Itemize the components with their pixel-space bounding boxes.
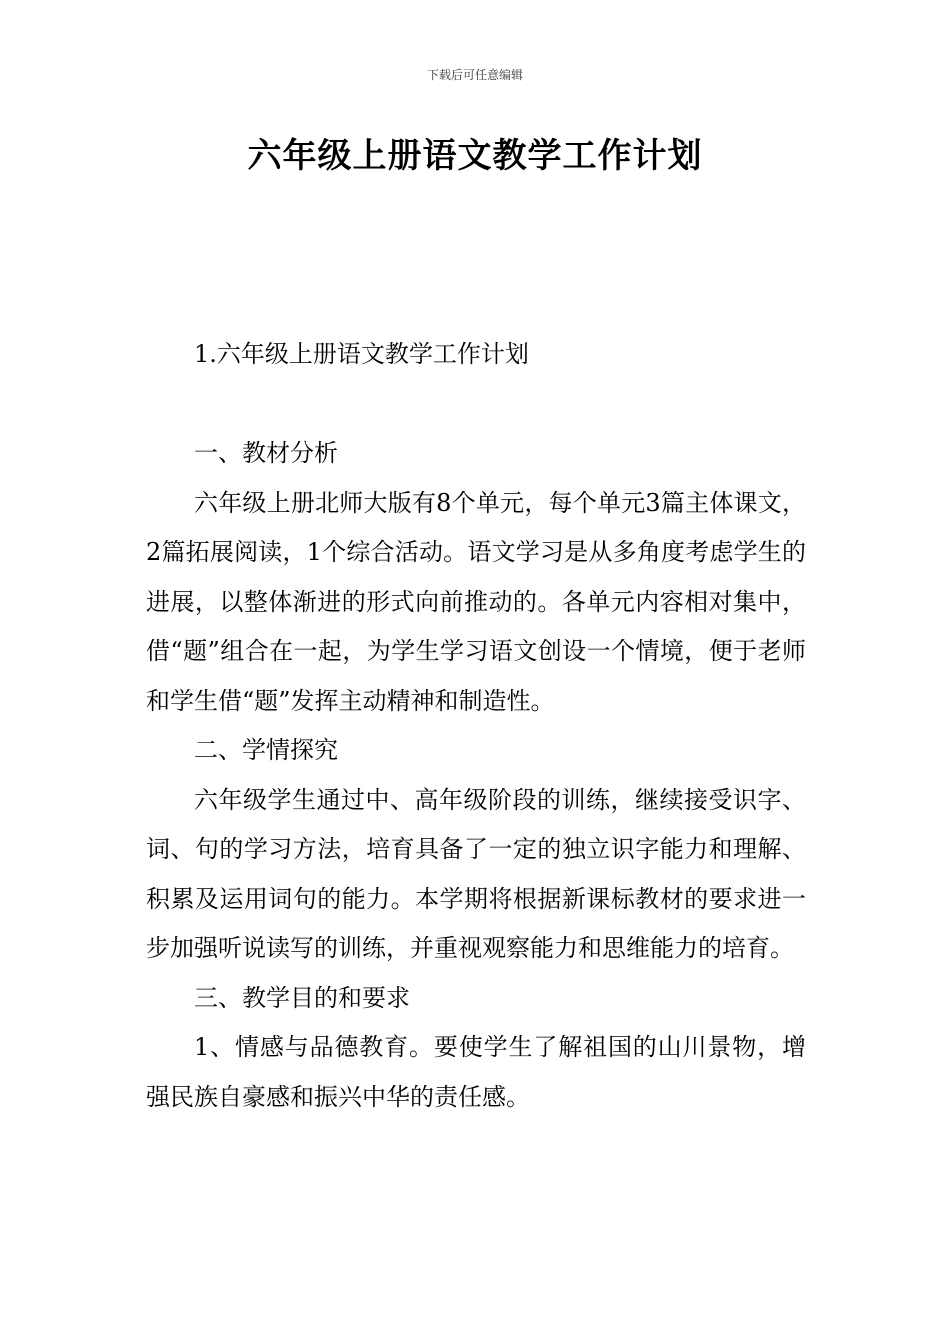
paragraph-student-analysis: 六年级学生通过中、高年级阶段的训练，继续接受识字、词、句的学习方法，培育具备了一定的独立识字能力和理解、积累及运用词句的能力。本学期将根据新课标教材的要求进一步加强听说读写的训练，并重视观察能力和思维能力的培育。 [146,785,806,962]
heading-teaching-goals: 三、教学目的和要求 [194,983,410,1012]
paragraph-textbook-analysis: 六年级上册北师大版有8个单元，每个单元3篇主体课文，2篇拓展阅读，1个综合活动。语文学习是从多角度考虑学生的进展，以整体渐进的形式向前推动的。各单元内容相对集中，借“题”组合在一起，为学生学习语文创设一个情境，便于老师和学生借“题”发挥主动精神和制造性。 [146,488,806,715]
heading-student-analysis: 二、学情探究 [194,736,338,764]
section-subtitle: 1.六年级上册语文教学工作计划 [194,340,529,368]
header-note: 下载后可任意编辑 [426,68,523,82]
paragraph-teaching-goals: 1、情感与品德教育。要使学生了解祖国的山川景物，增强民族自豪感和振兴中华的责任感。 [146,1033,806,1111]
document-body [146,330,806,1122]
document-title: 六年级上册语文教学工作计划 [247,136,703,176]
heading-textbook-analysis: 一、教材分析 [194,439,338,467]
